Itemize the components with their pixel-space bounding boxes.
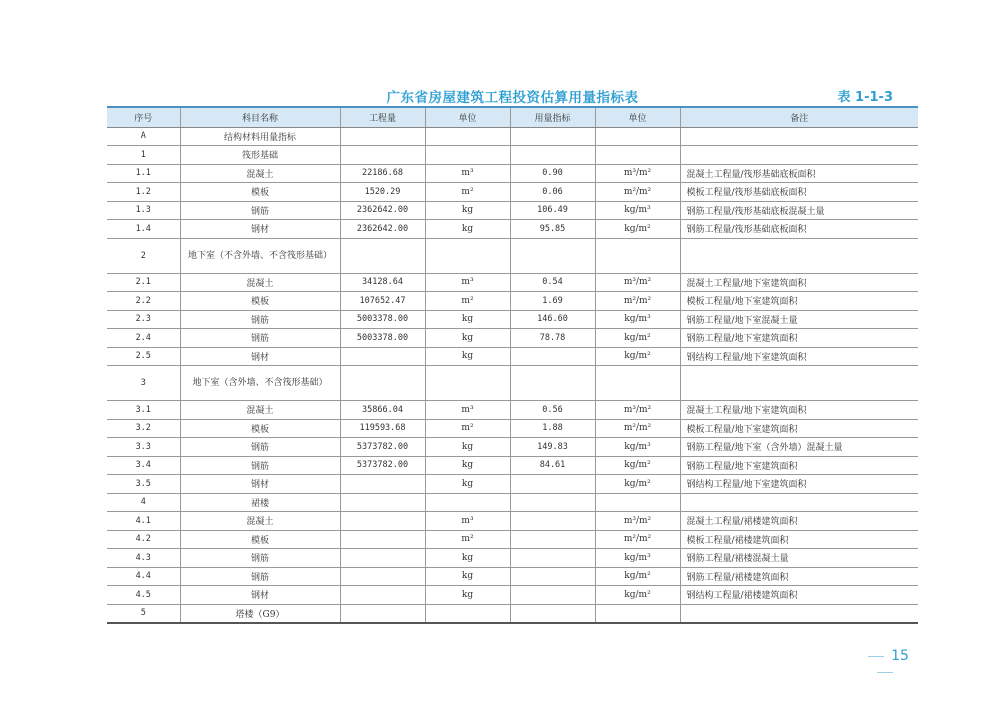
- row-name: 模板: [180, 419, 340, 438]
- row-index-unit: kg/m²: [595, 586, 680, 605]
- indicator-table: [107, 106, 918, 624]
- row-index: [510, 586, 595, 605]
- header-index: 用量指标: [510, 107, 595, 127]
- row-quantity: 2362642.00: [340, 201, 425, 220]
- row-index-unit: [595, 146, 680, 165]
- row-unit: [425, 127, 510, 146]
- row-no: 4.4: [107, 567, 180, 586]
- row-remark: 混凝土工程量/地下室建筑面积: [680, 401, 918, 420]
- row-no: 1.4: [107, 220, 180, 239]
- row-index-unit: m³/m²: [595, 164, 680, 183]
- row-remark: 钢筋工程量/筏形基础底板面积: [680, 220, 918, 239]
- row-remark: 钢筋工程量/地下室混凝土量: [680, 310, 918, 329]
- row-remark: 混凝土工程量/地下室建筑面积: [680, 273, 918, 292]
- row-name: 混凝土: [180, 512, 340, 531]
- table-row: [107, 273, 918, 292]
- row-remark: 钢筋工程量/地下室（含外墙）混凝土量: [680, 438, 918, 457]
- row-index-unit: kg/m³: [595, 438, 680, 457]
- row-remark: 混凝土工程量/裙楼建筑面积: [680, 512, 918, 531]
- row-index-unit: [595, 238, 680, 273]
- row-index-unit: m²/m²: [595, 419, 680, 438]
- table-row: [107, 530, 918, 549]
- header-row: [107, 107, 918, 127]
- table-row: [107, 604, 918, 623]
- row-quantity: [340, 475, 425, 494]
- table-title: 广东省房屋建筑工程投资估算用量指标表: [386, 90, 639, 106]
- row-remark: 钢筋工程量/筏形基础底板混凝土量: [680, 201, 918, 220]
- row-no: 3.5: [107, 475, 180, 494]
- row-no: 2.4: [107, 329, 180, 348]
- row-name: 钢筋: [180, 456, 340, 475]
- row-name: 混凝土: [180, 273, 340, 292]
- row-unit: kg: [425, 438, 510, 457]
- table-row: [107, 512, 918, 531]
- row-unit: kg: [425, 567, 510, 586]
- row-remark: 钢筋工程量/地下室建筑面积: [680, 329, 918, 348]
- row-quantity: [340, 366, 425, 401]
- row-index-unit: kg/m²: [595, 347, 680, 366]
- row-index-unit: m³/m²: [595, 512, 680, 531]
- table-row: [107, 146, 918, 165]
- row-no: 3.4: [107, 456, 180, 475]
- row-no: 3: [107, 366, 180, 401]
- row-unit: [425, 604, 510, 623]
- row-quantity: 119593.68: [340, 419, 425, 438]
- row-unit: m³: [425, 401, 510, 420]
- row-index: 78.78: [510, 329, 595, 348]
- row-no: 2.3: [107, 310, 180, 329]
- row-index: [510, 238, 595, 273]
- row-index-unit: kg/m³: [595, 201, 680, 220]
- row-remark: 钢结构工程量/地下室建筑面积: [680, 475, 918, 494]
- table-row: [107, 292, 918, 311]
- row-remark: [680, 238, 918, 273]
- row-unit: kg: [425, 329, 510, 348]
- row-index-unit: kg/m²: [595, 329, 680, 348]
- table-row: [107, 456, 918, 475]
- table-row: [107, 347, 918, 366]
- row-name: 钢材: [180, 475, 340, 494]
- row-remark: 模板工程量/地下室建筑面积: [680, 292, 918, 311]
- row-unit: m³: [425, 512, 510, 531]
- row-index: 0.06: [510, 183, 595, 202]
- header-quantity: 工程量: [340, 107, 425, 127]
- row-name: 结构材料用量指标: [180, 127, 340, 146]
- row-unit: m²: [425, 292, 510, 311]
- table-row: [107, 201, 918, 220]
- row-name: 裙楼: [180, 493, 340, 512]
- row-unit: m²: [425, 530, 510, 549]
- row-unit: m²: [425, 419, 510, 438]
- row-quantity: [340, 567, 425, 586]
- row-quantity: [340, 347, 425, 366]
- row-index-unit: kg/m²: [595, 475, 680, 494]
- header-no: 序号: [107, 107, 180, 127]
- row-name: 钢材: [180, 586, 340, 605]
- page-rule-right: [877, 672, 893, 673]
- row-no: 3.3: [107, 438, 180, 457]
- table-row: [107, 366, 918, 401]
- row-unit: m²: [425, 183, 510, 202]
- row-index: [510, 512, 595, 531]
- row-quantity: [340, 586, 425, 605]
- table-row: [107, 183, 918, 202]
- row-no: 1.2: [107, 183, 180, 202]
- table-row: [107, 238, 918, 273]
- row-unit: [425, 238, 510, 273]
- row-unit: kg: [425, 456, 510, 475]
- row-quantity: 5003378.00: [340, 310, 425, 329]
- row-index-unit: m²/m²: [595, 183, 680, 202]
- row-index: 84.61: [510, 456, 595, 475]
- row-index: [510, 530, 595, 549]
- row-remark: [680, 127, 918, 146]
- row-no: 2.5: [107, 347, 180, 366]
- row-unit: kg: [425, 586, 510, 605]
- row-quantity: 35866.04: [340, 401, 425, 420]
- row-remark: 模板工程量/地下室建筑面积: [680, 419, 918, 438]
- row-no: 3.1: [107, 401, 180, 420]
- row-index: [510, 475, 595, 494]
- row-index: 95.85: [510, 220, 595, 239]
- row-index: 0.90: [510, 164, 595, 183]
- row-quantity: 22186.68: [340, 164, 425, 183]
- page-number-text: 15: [891, 648, 909, 664]
- page-number: [850, 648, 920, 680]
- row-name: 钢筋: [180, 438, 340, 457]
- row-no: 4.5: [107, 586, 180, 605]
- row-remark: [680, 604, 918, 623]
- row-no: 4.2: [107, 530, 180, 549]
- row-quantity: [340, 146, 425, 165]
- row-name: 地下室（不含外墙、不含筏形基础）: [180, 238, 340, 273]
- row-unit: [425, 493, 510, 512]
- row-index: 1.88: [510, 419, 595, 438]
- row-remark: 模板工程量/裙楼建筑面积: [680, 530, 918, 549]
- row-index: [510, 347, 595, 366]
- row-index: 0.56: [510, 401, 595, 420]
- row-index: [510, 567, 595, 586]
- row-index-unit: kg/m³: [595, 310, 680, 329]
- table-row: [107, 164, 918, 183]
- table-row: [107, 419, 918, 438]
- row-index-unit: kg/m³: [595, 549, 680, 568]
- row-unit: kg: [425, 310, 510, 329]
- row-no: 1.1: [107, 164, 180, 183]
- header-unit: 单位: [425, 107, 510, 127]
- row-index-unit: kg/m²: [595, 567, 680, 586]
- table-number: 表 1-1-3: [837, 90, 893, 105]
- row-no: 1.3: [107, 201, 180, 220]
- row-unit: kg: [425, 475, 510, 494]
- row-unit: [425, 146, 510, 165]
- row-unit: m³: [425, 164, 510, 183]
- row-name: 塔楼（G9）: [180, 604, 340, 623]
- row-unit: m³: [425, 273, 510, 292]
- row-index: [510, 549, 595, 568]
- row-name: 模板: [180, 530, 340, 549]
- row-quantity: [340, 238, 425, 273]
- row-index: 106.49: [510, 201, 595, 220]
- table-row: [107, 438, 918, 457]
- row-quantity: 107652.47: [340, 292, 425, 311]
- row-unit: [425, 366, 510, 401]
- table-row: [107, 567, 918, 586]
- row-name: 钢筋: [180, 567, 340, 586]
- row-index: 0.54: [510, 273, 595, 292]
- row-index: [510, 493, 595, 512]
- row-no: 3.2: [107, 419, 180, 438]
- row-name: 钢材: [180, 347, 340, 366]
- row-remark: 钢结构工程量/地下室建筑面积: [680, 347, 918, 366]
- row-no: A: [107, 127, 180, 146]
- table-row: [107, 493, 918, 512]
- row-no: 2: [107, 238, 180, 273]
- table-row: [107, 220, 918, 239]
- row-quantity: 5373782.00: [340, 456, 425, 475]
- row-name: 混凝土: [180, 401, 340, 420]
- row-index-unit: m²/m²: [595, 530, 680, 549]
- row-index-unit: [595, 493, 680, 512]
- row-unit: kg: [425, 549, 510, 568]
- table-row: [107, 127, 918, 146]
- row-quantity: 5003378.00: [340, 329, 425, 348]
- row-name: 模板: [180, 183, 340, 202]
- row-name: 钢材: [180, 220, 340, 239]
- table-row: [107, 549, 918, 568]
- row-no: 4.1: [107, 512, 180, 531]
- row-name: 混凝土: [180, 164, 340, 183]
- row-name: 筏形基础: [180, 146, 340, 165]
- row-name: 钢筋: [180, 310, 340, 329]
- row-quantity: 34128.64: [340, 273, 425, 292]
- header-remark: 备注: [680, 107, 918, 127]
- row-index-unit: m²/m²: [595, 292, 680, 311]
- row-quantity: [340, 549, 425, 568]
- row-name: 钢筋: [180, 329, 340, 348]
- row-no: 5: [107, 604, 180, 623]
- row-quantity: [340, 512, 425, 531]
- table-row: [107, 586, 918, 605]
- row-index: [510, 127, 595, 146]
- row-unit: kg: [425, 201, 510, 220]
- row-no: 2.1: [107, 273, 180, 292]
- row-name: 钢筋: [180, 549, 340, 568]
- header-name: 科目名称: [180, 107, 340, 127]
- row-no: 1: [107, 146, 180, 165]
- row-index-unit: [595, 127, 680, 146]
- table-row: [107, 401, 918, 420]
- row-index-unit: kg/m²: [595, 456, 680, 475]
- row-remark: 钢筋工程量/裙楼建筑面积: [680, 567, 918, 586]
- row-quantity: 1520.29: [340, 183, 425, 202]
- row-quantity: 5373782.00: [340, 438, 425, 457]
- row-index-unit: [595, 604, 680, 623]
- row-index-unit: [595, 366, 680, 401]
- row-index: 1.69: [510, 292, 595, 311]
- row-name: 钢筋: [180, 201, 340, 220]
- row-remark: [680, 493, 918, 512]
- row-remark: 模板工程量/筏形基础底板面积: [680, 183, 918, 202]
- row-quantity: [340, 493, 425, 512]
- row-unit: kg: [425, 220, 510, 239]
- row-unit: kg: [425, 347, 510, 366]
- row-index: [510, 604, 595, 623]
- table-row: [107, 475, 918, 494]
- row-index-unit: m³/m²: [595, 273, 680, 292]
- row-index: 146.60: [510, 310, 595, 329]
- row-remark: 混凝土工程量/筏形基础底板面积: [680, 164, 918, 183]
- row-remark: [680, 366, 918, 401]
- row-index-unit: m³/m²: [595, 401, 680, 420]
- row-quantity: [340, 604, 425, 623]
- table-row: [107, 310, 918, 329]
- row-no: 2.2: [107, 292, 180, 311]
- table-row: [107, 329, 918, 348]
- row-quantity: [340, 530, 425, 549]
- row-index: 149.83: [510, 438, 595, 457]
- row-remark: 钢筋工程量/地下室建筑面积: [680, 456, 918, 475]
- row-name: 模板: [180, 292, 340, 311]
- row-remark: 钢结构工程量/裙楼建筑面积: [680, 586, 918, 605]
- row-name: 地下室（含外墙、不含筏形基础）: [180, 366, 340, 401]
- row-no: 4.3: [107, 549, 180, 568]
- header-index-unit: 单位: [595, 107, 680, 127]
- row-remark: [680, 146, 918, 165]
- row-no: 4: [107, 493, 180, 512]
- row-quantity: 2362642.00: [340, 220, 425, 239]
- row-index: [510, 366, 595, 401]
- row-quantity: [340, 127, 425, 146]
- row-index: [510, 146, 595, 165]
- row-index-unit: kg/m²: [595, 220, 680, 239]
- row-remark: 钢筋工程量/裙楼混凝土量: [680, 549, 918, 568]
- page-rule-left: [868, 656, 884, 657]
